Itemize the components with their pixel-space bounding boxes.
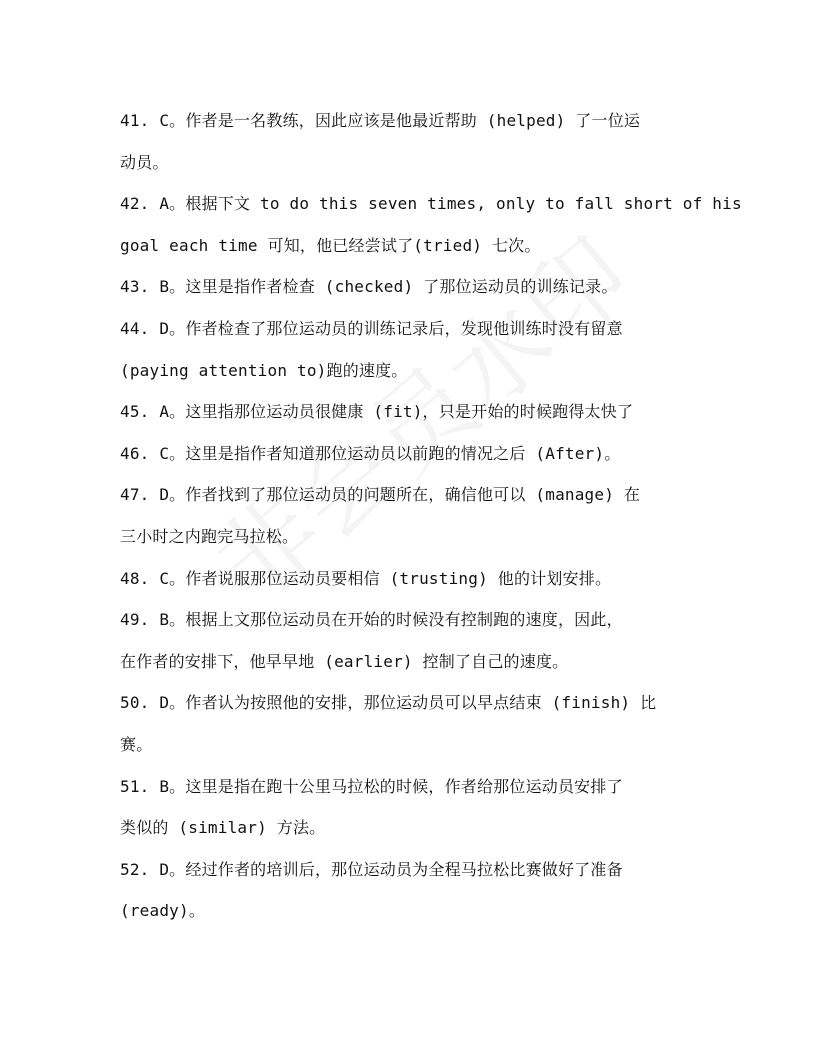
- text-line: 三小时之内跑完马拉松。: [120, 526, 299, 546]
- text-line: 46. C。这里是指作者知道那位运动员以前跑的情况之后 (After)。: [120, 443, 621, 463]
- text-line: (paying attention to)跑的速度。: [120, 360, 408, 380]
- text-line: 赛。: [120, 734, 153, 754]
- text-line: 51. B。这里是指在跑十公里马拉松的时候，作者给那位运动员安排了: [120, 776, 623, 796]
- answer-explanations: [120, 100, 742, 932]
- text-line: 42. A。根据下文 to do this seven times, only to fall short of his: [120, 194, 742, 214]
- text-line: 52. D。经过作者的培训后，那位运动员为全程马拉松比赛做好了准备: [120, 859, 623, 879]
- text-line: 49. B。根据上文那位运动员在开始的时候没有控制跑的速度，因此，: [120, 610, 623, 630]
- text-line: 在作者的安排下，他早早地 (earlier) 控制了自己的速度。: [120, 651, 569, 671]
- text-line: 50. D。作者认为按照他的安排，那位运动员可以早点结束 (finish) 比: [120, 693, 657, 713]
- text-line: (ready)。: [120, 901, 206, 921]
- text-line: 类似的 (similar) 方法。: [120, 818, 326, 838]
- text-line: 47. D。作者找到了那位运动员的问题所在，确信他可以 (manage) 在: [120, 485, 641, 505]
- text-line: 48. C。作者说服那位运动员要相信 (trusting) 他的计划安排。: [120, 568, 612, 588]
- text-line: 41. C。作者是一名教练，因此应该是他最近帮助 (helped) 了一位运: [120, 111, 641, 130]
- text-line: goal each time 可知，他已经尝试了(tried) 七次。: [120, 235, 541, 255]
- text-line: 45. A。这里指那位运动员很健康 (fit)，只是开始的时候跑得太快了: [120, 402, 634, 422]
- text-line: 44. D。作者检查了那位运动员的训练记录后，发现他训练时没有留意: [120, 318, 623, 338]
- text-line: 43. B。这里是指作者检查 (checked) 了那位运动员的训练记录。: [120, 277, 618, 297]
- text-line: 动员。: [120, 152, 169, 172]
